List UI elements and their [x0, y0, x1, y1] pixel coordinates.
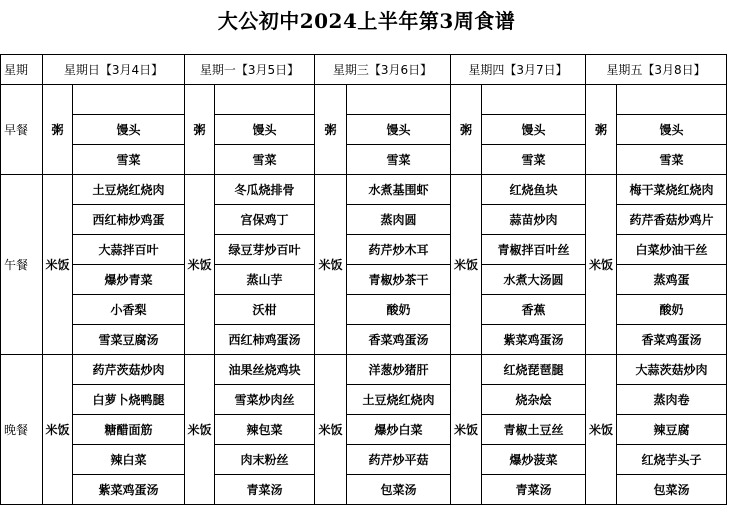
dish-cell: 香菜鸡蛋汤: [347, 325, 451, 355]
meal-label: 午餐: [1, 175, 43, 355]
staple-food: 米饭: [586, 175, 617, 355]
dish-cell: 馒头: [73, 115, 185, 145]
table-row: [1, 325, 727, 355]
dish-cell: 馒头: [617, 115, 727, 145]
dish-cell: 青椒炒茶干: [347, 265, 451, 295]
dish-cell: [482, 85, 586, 115]
dish-cell: 红烧琵琶腿: [482, 355, 586, 385]
table-row: [1, 85, 727, 115]
page-title: 大公初中2024上半年第3周食谱: [217, 9, 516, 33]
table-row: [1, 385, 727, 415]
header-day: 星期四【3月7日】: [451, 55, 586, 85]
dish-cell: 绿豆芽炒百叶: [215, 235, 315, 265]
dish-cell: 红烧鱼块: [482, 175, 586, 205]
dish-cell: 香蕉: [482, 295, 586, 325]
dish-cell: 爆炒白菜: [347, 415, 451, 445]
dish-cell: 青菜汤: [215, 475, 315, 505]
staple-food: 米饭: [43, 175, 73, 355]
dish-cell: 雪菜: [347, 145, 451, 175]
staple-food: 米饭: [451, 175, 482, 355]
staple-food: 粥: [43, 85, 73, 175]
dish-cell: 糖醋面筋: [73, 415, 185, 445]
dish-cell: 土豆烧红烧肉: [73, 175, 185, 205]
table-row: [1, 265, 727, 295]
dish-cell: 洋葱炒猪肝: [347, 355, 451, 385]
table-row: [1, 415, 727, 445]
menu-table: [0, 54, 727, 505]
header-day: 星期一【3月5日】: [185, 55, 315, 85]
meal-label: 晚餐: [1, 355, 43, 505]
table-row: [1, 445, 727, 475]
header-day: 星期五【3月8日】: [586, 55, 727, 85]
dish-cell: 青椒土豆丝: [482, 415, 586, 445]
dish-cell: 爆炒青菜: [73, 265, 185, 295]
dish-cell: 馒头: [215, 115, 315, 145]
staple-food: 粥: [185, 85, 215, 175]
dish-cell: 雪菜炒肉丝: [215, 385, 315, 415]
staple-food: 粥: [586, 85, 617, 175]
dish-cell: 青椒拌百叶丝: [482, 235, 586, 265]
staple-food: 米饭: [451, 355, 482, 505]
dish-cell: 辣白菜: [73, 445, 185, 475]
dish-cell: 馒头: [347, 115, 451, 145]
dish-cell: 药芹茨菇炒肉: [73, 355, 185, 385]
dish-cell: 油果丝烧鸡块: [215, 355, 315, 385]
dish-cell: 白菜炒油干丝: [617, 235, 727, 265]
dish-cell: 西红柿炒鸡蛋: [73, 205, 185, 235]
dish-cell: 蒸鸡蛋: [617, 265, 727, 295]
dish-cell: 辣豆腐: [617, 415, 727, 445]
header-day: 星期日【3月4日】: [43, 55, 185, 85]
table-row: [1, 175, 727, 205]
table-row: [1, 145, 727, 175]
dish-cell: 白萝卜烧鸭腿: [73, 385, 185, 415]
dish-cell: [215, 85, 315, 115]
dish-cell: 雪菜: [482, 145, 586, 175]
dish-cell: 蒸山芋: [215, 265, 315, 295]
dish-cell: 包菜汤: [617, 475, 727, 505]
dish-cell: 酸奶: [347, 295, 451, 325]
table-row: [1, 475, 727, 505]
dish-cell: 雪菜豆腐汤: [73, 325, 185, 355]
dish-cell: [347, 85, 451, 115]
dish-cell: 紫菜鸡蛋汤: [73, 475, 185, 505]
header-row: [1, 55, 727, 85]
dish-cell: 包菜汤: [347, 475, 451, 505]
staple-food: 粥: [451, 85, 482, 175]
staple-food: 米饭: [315, 355, 347, 505]
dish-cell: 沃柑: [215, 295, 315, 325]
dish-cell: 馒头: [482, 115, 586, 145]
dish-cell: 大蒜茨菇炒肉: [617, 355, 727, 385]
dish-cell: 蒜苗炒肉: [482, 205, 586, 235]
dish-cell: 紫菜鸡蛋汤: [482, 325, 586, 355]
table-row: [1, 115, 727, 145]
dish-cell: 西红柿鸡蛋汤: [215, 325, 315, 355]
dish-cell: 土豆烧红烧肉: [347, 385, 451, 415]
meal-label: 早餐: [1, 85, 43, 175]
dish-cell: 香菜鸡蛋汤: [617, 325, 727, 355]
header-day: 星期三【3月6日】: [315, 55, 451, 85]
table-row: [1, 235, 727, 265]
dish-cell: 宫保鸡丁: [215, 205, 315, 235]
dish-cell: [617, 85, 727, 115]
dish-cell: 药芹炒木耳: [347, 235, 451, 265]
table-row: [1, 295, 727, 325]
dish-cell: 蒸肉卷: [617, 385, 727, 415]
staple-food: 米饭: [185, 355, 215, 505]
staple-food: 米饭: [315, 175, 347, 355]
dish-cell: [73, 85, 185, 115]
header-period-label: 星期: [1, 55, 43, 85]
dish-cell: 红烧芋头子: [617, 445, 727, 475]
dish-cell: 梅干菜烧红烧肉: [617, 175, 727, 205]
staple-food: 米饭: [185, 175, 215, 355]
dish-cell: 水煮大汤圆: [482, 265, 586, 295]
dish-cell: 雪菜: [73, 145, 185, 175]
dish-cell: 青菜汤: [482, 475, 586, 505]
table-row: [1, 205, 727, 235]
dish-cell: 冬瓜烧排骨: [215, 175, 315, 205]
staple-food: 米饭: [586, 355, 617, 505]
staple-food: 米饭: [43, 355, 73, 505]
dish-cell: 蒸肉圆: [347, 205, 451, 235]
dish-cell: 雪菜: [617, 145, 727, 175]
dish-cell: 雪菜: [215, 145, 315, 175]
dish-cell: 水煮基围虾: [347, 175, 451, 205]
dish-cell: 药芹香菇炒鸡片: [617, 205, 727, 235]
dish-cell: 烧杂烩: [482, 385, 586, 415]
menu-body: [1, 55, 727, 505]
dish-cell: 酸奶: [617, 295, 727, 325]
dish-cell: 大蒜拌百叶: [73, 235, 185, 265]
dish-cell: 爆炒菠菜: [482, 445, 586, 475]
dish-cell: 辣包菜: [215, 415, 315, 445]
table-row: [1, 355, 727, 385]
dish-cell: 药芹炒平菇: [347, 445, 451, 475]
dish-cell: 小香梨: [73, 295, 185, 325]
staple-food: 粥: [315, 85, 347, 175]
dish-cell: 肉末粉丝: [215, 445, 315, 475]
